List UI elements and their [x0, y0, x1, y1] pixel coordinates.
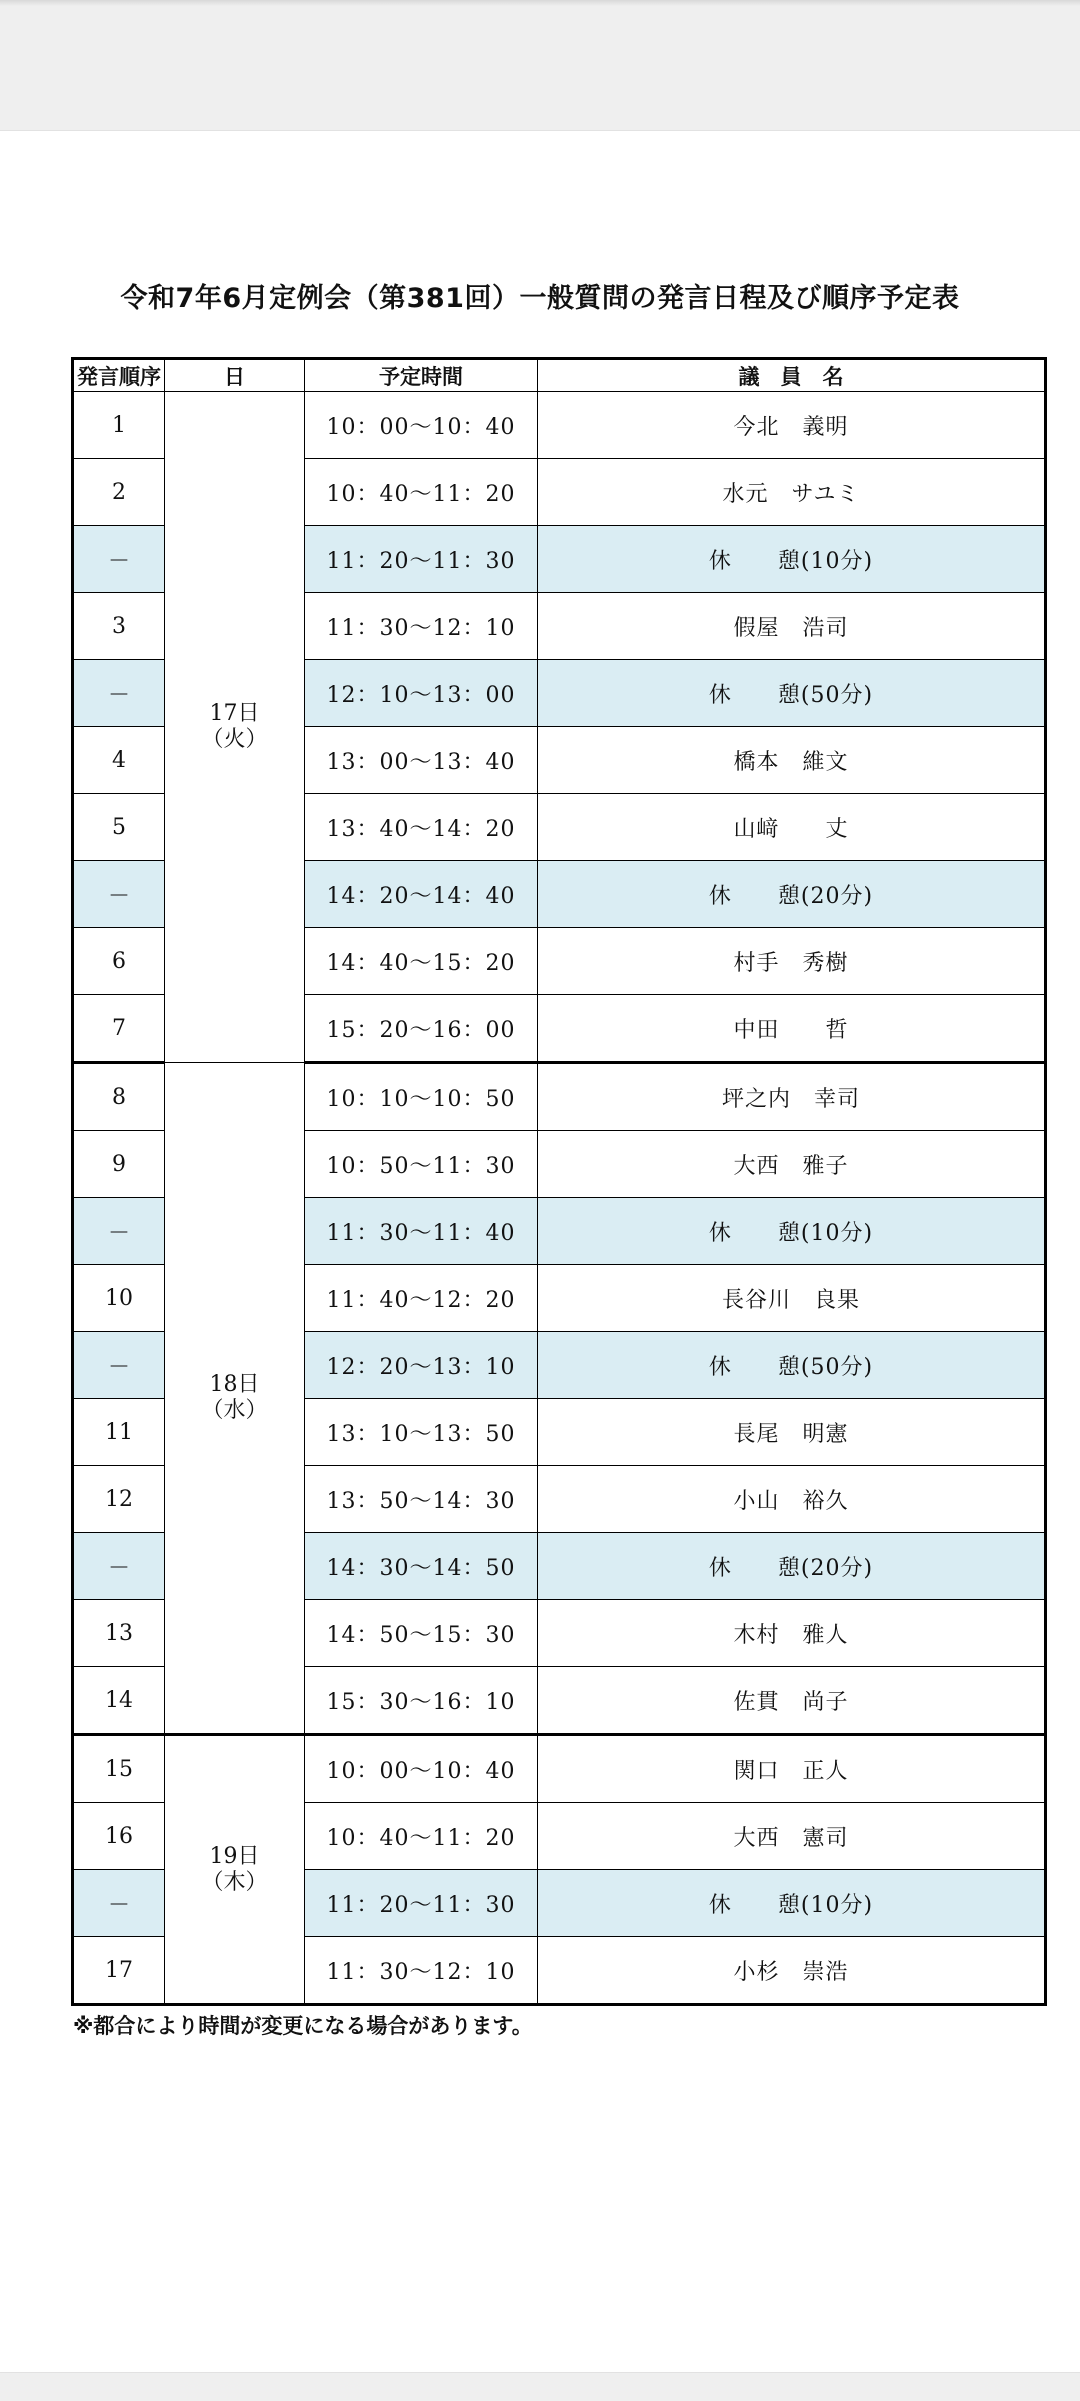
member-cell: 長尾 明憲: [538, 1399, 1046, 1466]
member-cell: 假屋 浩司: [538, 593, 1046, 660]
time-cell: 14：40〜15：20: [305, 928, 538, 995]
member-cell: 村手 秀樹: [538, 928, 1046, 995]
table-row: [73, 392, 1046, 459]
header-day: 日: [165, 359, 305, 392]
break-cell: 休 憩(50分): [538, 1332, 1046, 1399]
break-cell: 休 憩(20分): [538, 861, 1046, 928]
order-cell: 12: [73, 1466, 165, 1533]
member-cell: 小山 裕久: [538, 1466, 1046, 1533]
member-cell: 関口 正人: [538, 1735, 1046, 1803]
time-cell: 13：00〜13：40: [305, 727, 538, 794]
day-cell-18: [165, 1063, 305, 1735]
member-cell: 佐貫 尚子: [538, 1667, 1046, 1735]
table-row: [73, 1063, 1046, 1131]
time-cell: 11：20〜11：30: [305, 1870, 538, 1937]
time-cell: 10：40〜11：20: [305, 1803, 538, 1870]
member-cell: 大西 憲司: [538, 1803, 1046, 1870]
order-cell: －: [73, 1332, 165, 1399]
time-cell: 14：30〜14：50: [305, 1533, 538, 1600]
time-cell: 13：50〜14：30: [305, 1466, 538, 1533]
order-cell: 17: [73, 1937, 165, 2005]
weekday-label: （木）: [201, 1869, 268, 1895]
order-cell: 8: [73, 1063, 165, 1131]
member-cell: 坪之内 幸司: [538, 1063, 1046, 1131]
document-title: 令和7年6月定例会（第381回）一般質問の発言日程及び順序予定表: [120, 283, 960, 314]
order-cell: 1: [73, 392, 165, 459]
time-cell: 10：10〜10：50: [305, 1063, 538, 1131]
header-order: 発言順序: [73, 359, 165, 392]
time-cell: 14：50〜15：30: [305, 1600, 538, 1667]
table-row: [73, 1735, 1046, 1803]
time-cell: 12：20〜13：10: [305, 1332, 538, 1399]
order-cell: 2: [73, 459, 165, 526]
order-cell: －: [73, 861, 165, 928]
order-cell: 3: [73, 593, 165, 660]
time-cell: 11：30〜12：10: [305, 1937, 538, 2005]
order-cell: －: [73, 660, 165, 727]
time-cell: 11：20〜11：30: [305, 526, 538, 593]
table-header-row: [73, 359, 1046, 392]
time-cell: 13：10〜13：50: [305, 1399, 538, 1466]
order-cell: －: [73, 1198, 165, 1265]
day-label: 18日: [209, 1372, 260, 1397]
order-cell: 9: [73, 1131, 165, 1198]
member-cell: 小杉 崇浩: [538, 1937, 1046, 2005]
break-cell: 休 憩(10分): [538, 1198, 1046, 1265]
time-cell: 15：30〜16：10: [305, 1667, 538, 1735]
time-cell: 12：10〜13：00: [305, 660, 538, 727]
break-cell: 休 憩(50分): [538, 660, 1046, 727]
order-cell: 13: [73, 1600, 165, 1667]
header-member: 議 員 名: [538, 359, 1046, 392]
member-cell: 橋本 維文: [538, 727, 1046, 794]
time-cell: 11：30〜12：10: [305, 593, 538, 660]
order-cell: 4: [73, 727, 165, 794]
member-cell: 中田 哲: [538, 995, 1046, 1063]
member-cell: 長谷川 良果: [538, 1265, 1046, 1332]
order-cell: 10: [73, 1265, 165, 1332]
day-label: 17日: [209, 701, 260, 726]
schedule-table: [71, 357, 1047, 2006]
order-cell: 7: [73, 995, 165, 1063]
viewer-bottom-bar: [0, 2372, 1080, 2401]
member-cell: 水元 サユミ: [538, 459, 1046, 526]
order-cell: －: [73, 1533, 165, 1600]
order-cell: 16: [73, 1803, 165, 1870]
time-cell: 11：30〜11：40: [305, 1198, 538, 1265]
order-cell: 14: [73, 1667, 165, 1735]
member-cell: 大西 雅子: [538, 1131, 1046, 1198]
member-cell: 山﨑 丈: [538, 794, 1046, 861]
viewer-top-bar: [0, 0, 1080, 131]
time-cell: 10：00〜10：40: [305, 1735, 538, 1803]
day-cell-19: [165, 1735, 305, 2005]
weekday-label: （水）: [201, 1398, 268, 1423]
order-cell: 15: [73, 1735, 165, 1803]
time-cell: 11：40〜12：20: [305, 1265, 538, 1332]
header-time: 予定時間: [305, 359, 538, 392]
time-cell: 10：40〜11：20: [305, 459, 538, 526]
time-cell: 15：20〜16：00: [305, 995, 538, 1063]
day-label: 19日: [209, 1843, 260, 1869]
time-cell: 13：40〜14：20: [305, 794, 538, 861]
order-cell: 6: [73, 928, 165, 995]
member-cell: 今北 義明: [538, 392, 1046, 459]
order-cell: －: [73, 1870, 165, 1937]
order-cell: 11: [73, 1399, 165, 1466]
order-cell: 5: [73, 794, 165, 861]
break-cell: 休 憩(10分): [538, 1870, 1046, 1937]
footnote: ※都合により時間が変更になる場合があります。: [73, 2014, 533, 2038]
weekday-label: （火）: [201, 727, 268, 752]
break-cell: 休 憩(10分): [538, 526, 1046, 593]
order-cell: －: [73, 526, 165, 593]
day-cell-17: [165, 392, 305, 1063]
break-cell: 休 憩(20分): [538, 1533, 1046, 1600]
time-cell: 14：20〜14：40: [305, 861, 538, 928]
time-cell: 10：50〜11：30: [305, 1131, 538, 1198]
time-cell: 10：00〜10：40: [305, 392, 538, 459]
member-cell: 木村 雅人: [538, 1600, 1046, 1667]
